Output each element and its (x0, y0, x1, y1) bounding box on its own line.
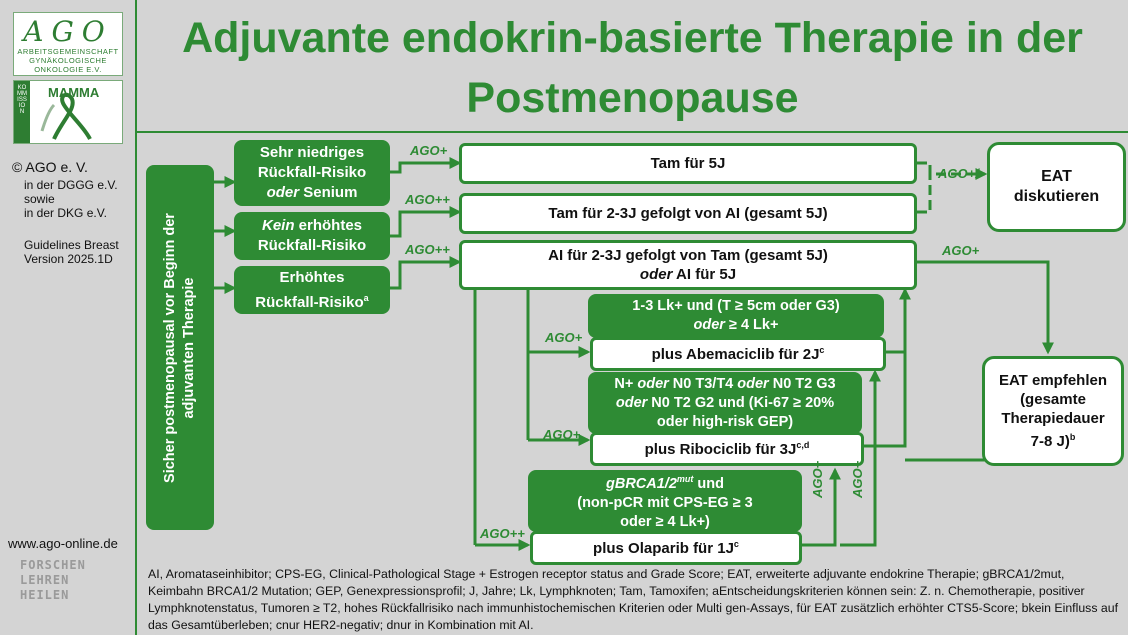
ribo-cond-c: oder high-risk GEP) (656, 413, 794, 430)
ribo-text: plus Ribociclib für 3J (644, 441, 797, 458)
motto-3: HEILEN (20, 588, 70, 602)
ola-cond-b: (non-pCR mit CPS-EG ≥ 3 (577, 494, 753, 511)
ribo-cond-oder-1: oder (637, 375, 669, 392)
risk-box-not-elevated (234, 212, 390, 260)
risk2-line-b: Rückfall-Risiko (257, 237, 367, 254)
org-line-1: in der DGGG e.V. (24, 178, 118, 192)
ai-tam-ai5: AI für 5J (672, 266, 737, 283)
risk3-sup: a (363, 292, 369, 303)
risk3-line-b (255, 288, 368, 313)
abema-text: plus Abemaciclib für 2J (651, 346, 820, 363)
guidelines-label: Guidelines Breast (24, 238, 119, 252)
kommission-text: KOMMISSION (17, 85, 27, 115)
abema-cond-a: 1-3 Lk+ und (T ≥ 5cm oder G3) (632, 298, 840, 314)
risk-box-very-low (234, 140, 390, 206)
ribo-cond-b-text: N0 T2 G2 und (Ki-67 ≥ 20% (647, 394, 835, 411)
label-ago-plusplus-2: AGO++ (405, 242, 450, 257)
risk1-line-b: Rückfall-Risiko (257, 164, 367, 181)
eat-rec-line-d (1031, 428, 1076, 451)
eat-rec-line-a: EAT empfehlen (998, 372, 1108, 389)
org-line-2: sowie (24, 192, 55, 206)
ribo-cond-oder-3: oder (615, 394, 648, 411)
ribo-sup: c,d (796, 440, 810, 450)
ribo-cond-a (614, 375, 835, 394)
eat-rec-dauer: 7-8 J) (1030, 433, 1070, 450)
start-box-postmenopausal (146, 165, 214, 530)
ribo-line (645, 440, 810, 458)
logo-line-2: GYNÄKOLOGISCHE (29, 56, 107, 65)
label-ago-plus-abema: AGO+ (545, 330, 583, 345)
logo-line-1: ARBEITSGEMEINSCHAFT (17, 47, 119, 56)
label-ago-plus-vert-1: AGO+ (810, 460, 825, 498)
ola-cond-a (606, 470, 724, 494)
eat-rec-line-c: Therapiedauer (1001, 410, 1105, 427)
start-box-text: Sicher postmenopausal vor Beginn der adjuvanten Therapie (162, 212, 197, 483)
therapy-ai-tam (459, 240, 917, 290)
org-line-3: in der DKG e.V. (24, 206, 107, 220)
website-link[interactable]: www.ago-online.de (8, 536, 118, 551)
ola-sup: c (733, 539, 739, 549)
abema-therapy-box (590, 337, 886, 371)
risk2-line-a (262, 216, 362, 236)
eat-discuss-text: EAT diskutieren (1013, 168, 1100, 205)
ai-tam-line-a: AI für 2-3J gefolgt von Tam (gesamt 5J) (548, 247, 828, 264)
eat-rec-sup: b (1069, 432, 1076, 442)
ola-mut: mut (676, 474, 694, 485)
ola-therapy-box (530, 531, 802, 565)
label-ago-plus-vert-2: AGO+ (850, 460, 865, 498)
ribo-cond-a1: N+ (614, 375, 638, 392)
therapy-tam-5j (459, 143, 917, 184)
tam-ai-text: Tam für 2-3J gefolgt von AI (gesamt 5J) (548, 205, 828, 222)
risk1-senium: Senium (299, 184, 358, 201)
ribo-cond-a3: N0 T2 G3 (768, 375, 836, 392)
logo-ago-text: AGO (23, 15, 113, 48)
risk3-text: Rückfall-Risiko (255, 293, 364, 311)
risk1-line-c (267, 183, 358, 203)
label-ago-plus-minus: AGO+/- (938, 166, 984, 181)
risk-box-elevated (234, 266, 390, 314)
mamma-text: MAMMA (48, 85, 100, 100)
risk1-oder: oder (266, 184, 300, 201)
eat-rec-line-b: (gesamte (1020, 391, 1086, 408)
label-ago-plus-ribo: AGO+ (543, 427, 581, 442)
ribo-condition-box (588, 372, 862, 434)
ola-line (593, 539, 739, 557)
abema-lk: ≥ 4 Lk+ (724, 317, 779, 333)
eat-recommend-box (982, 356, 1124, 466)
risk3-line-a: Erhöhtes (279, 268, 345, 286)
ola-text: plus Olaparib für 1J (593, 540, 734, 557)
ola-condition-box (528, 470, 802, 532)
footnote: AI, Aromataseinhibitor; CPS-EG, Clinical-Pathological Stage + Estrogen receptor status and Grade Score; EAT, erweiterte adjuvante endokrine Therapie; gBRCA1/2mut, Keimbahn BRCA1/2 Mutation; GEP, Genexpressionsprofil; J, Jahre; Lk, Lymphknoten; Tam, Tamoxifen; aEntscheidungskriterien können sein: Z. n. Chemotherapie, positiver Lymphknotenstatus, Tumoren ≥ T2, hohes Rückfallrisiko nach immunhistochemischen Kriterien oder Multi gen-Assays, für EAT zusätzlich erhöhter CTS5-Score; bkein Einfluss auf das Gesamtüberleben; cnur HER2-negativ; dnur in Kombination mit AI. (148, 567, 1118, 632)
ola-gbrca: gBRCA1/2 (605, 475, 677, 492)
therapy-tam-ai (459, 193, 917, 234)
abema-oder: oder (693, 317, 725, 333)
label-ago-plusplus-1: AGO++ (405, 192, 450, 207)
abema-condition-box (588, 294, 884, 338)
logo-line-3: ONKOLOGIE E.V. (34, 65, 102, 74)
tam5-text: Tam für 5J (650, 155, 726, 172)
version-label: Version 2025.1D (24, 252, 113, 266)
ola-cond-c: oder ≥ 4 Lk+) (620, 513, 710, 530)
abema-line (652, 345, 825, 363)
ribo-cond-b (616, 394, 834, 413)
page-title: Adjuvante endokrin-basierte Therapie in der Postmenopause (182, 14, 1083, 122)
abema-sup: c (819, 345, 825, 355)
ai-tam-oder: oder (639, 266, 673, 283)
motto-1: FORSCHEN (20, 558, 86, 572)
risk1-line-a: Sehr niedriges (259, 144, 365, 161)
risk2-kein: Kein (261, 217, 295, 234)
ribo-cond-a2: N0 T3/T4 (668, 375, 738, 392)
label-ago-plus-eat: AGO+ (942, 243, 980, 258)
ribo-cond-oder-2: oder (737, 375, 769, 392)
ola-und: und (693, 475, 724, 492)
copyright: © AGO e. V. (12, 159, 88, 175)
ai-tam-line-b (640, 265, 736, 284)
label-ago-plusplus-ola: AGO++ (480, 526, 525, 541)
abema-cond-b (694, 316, 779, 335)
eat-discuss-box (987, 142, 1126, 232)
label-ago-plus-1: AGO+ (410, 143, 448, 158)
risk2-erhoehtes: erhöhtes (294, 217, 363, 234)
motto-2: LEHREN (20, 573, 70, 587)
